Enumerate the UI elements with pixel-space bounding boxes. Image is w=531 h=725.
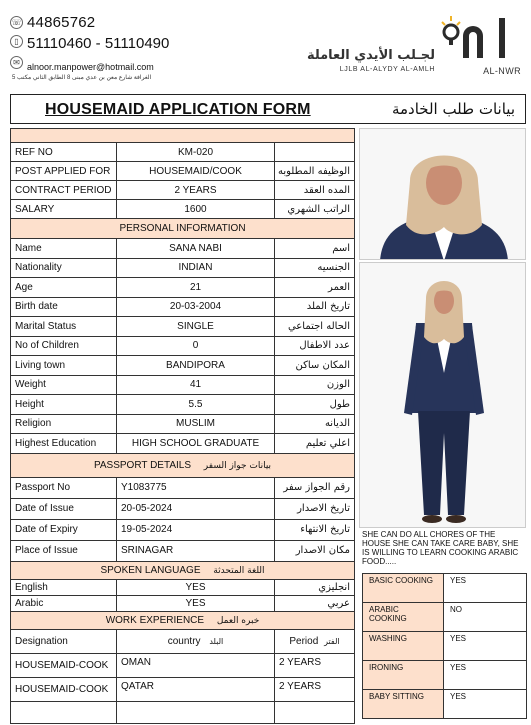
arabic-value: YES bbox=[117, 595, 275, 611]
section-header bbox=[11, 561, 355, 579]
personal-row bbox=[11, 414, 355, 434]
personal-info-heading: PERSONAL INFORMATION bbox=[11, 219, 355, 239]
field-label-arabic: الجنسيه bbox=[275, 258, 355, 278]
field-label-arabic: رقم الجواز سفر bbox=[275, 477, 355, 498]
height-value: 5.5 bbox=[117, 395, 275, 415]
designation-value: HOUSEMAID-COOK bbox=[11, 677, 117, 701]
language-row bbox=[11, 579, 355, 595]
table-cell bbox=[275, 701, 355, 723]
personal-row bbox=[11, 395, 355, 415]
field-label: Date of Issue bbox=[11, 498, 117, 519]
post-value: HOUSEMAID/COOK bbox=[117, 162, 275, 181]
field-label-arabic: اسم bbox=[275, 239, 355, 259]
skill-value: YES bbox=[444, 690, 527, 719]
logo-brand: AL-NWR bbox=[483, 66, 521, 76]
field-label: Marital Status bbox=[11, 317, 117, 337]
place-of-issue-value: SRINAGAR bbox=[117, 540, 275, 561]
ref-no-value: KM-020 bbox=[117, 143, 275, 162]
country-header-arabic: البلد bbox=[209, 636, 224, 646]
field-label: Highest Education bbox=[11, 434, 117, 454]
passport-no-value: Y1083775 bbox=[117, 477, 275, 498]
field-label: Place of Issue bbox=[11, 540, 117, 561]
application-table bbox=[10, 128, 355, 724]
summary-row bbox=[11, 181, 355, 200]
form-title: HOUSEMAID APPLICATION FORM bbox=[45, 101, 311, 118]
experience-header-row bbox=[11, 629, 355, 653]
form-title-bar bbox=[10, 94, 526, 124]
salary-value: 1600 bbox=[117, 200, 275, 219]
table-cell bbox=[117, 701, 275, 723]
language-heading bbox=[11, 561, 355, 579]
field-label-arabic: العمر bbox=[275, 278, 355, 298]
summary-row bbox=[11, 143, 355, 162]
weight-value: 41 bbox=[117, 375, 275, 395]
skills-table bbox=[362, 573, 527, 719]
experience-heading-arabic: خبره العمل bbox=[216, 615, 260, 626]
passport-row bbox=[11, 498, 355, 519]
passport-heading bbox=[11, 453, 355, 477]
skill-label: BABY SITTING bbox=[363, 690, 444, 719]
language-row bbox=[11, 595, 355, 611]
field-label-arabic: عربي bbox=[275, 595, 355, 611]
portrait-photo bbox=[359, 128, 526, 260]
table-cell bbox=[11, 701, 117, 723]
experience-row-empty bbox=[11, 701, 355, 723]
section-header bbox=[11, 219, 355, 239]
office-address: الغرافة شارع معن بن عدي مبنى 8 الطابق الثاني مكتب 5 bbox=[12, 75, 152, 81]
skill-value: NO bbox=[444, 603, 527, 632]
experience-heading bbox=[11, 611, 355, 629]
contact-block bbox=[10, 14, 169, 81]
field-label: SALARY bbox=[11, 200, 117, 219]
summary-row bbox=[11, 200, 355, 219]
experience-row bbox=[11, 653, 355, 677]
personal-row bbox=[11, 258, 355, 278]
age-value: 21 bbox=[117, 278, 275, 298]
passport-row bbox=[11, 540, 355, 561]
portrait-figure bbox=[360, 129, 526, 260]
field-label: Living town bbox=[11, 356, 117, 376]
candidate-note: SHE CAN DO ALL CHORES OF THE HOUSE SHE CAN TAKE CARE BABY, SHE IS WILLING TO LEARN COOKING ARABIC FOOD..... bbox=[362, 530, 519, 566]
country-header bbox=[117, 629, 275, 653]
skill-label: WASHING bbox=[363, 632, 444, 661]
field-label: Arabic bbox=[11, 595, 117, 611]
experience-row bbox=[11, 677, 355, 701]
phone-icon: ☏ bbox=[11, 18, 22, 27]
field-label-arabic: طول bbox=[275, 395, 355, 415]
nationality-value: INDIAN bbox=[117, 258, 275, 278]
field-label-arabic: مكان الاصدار bbox=[275, 540, 355, 561]
passport-row bbox=[11, 477, 355, 498]
field-label: Height bbox=[11, 395, 117, 415]
full-body-figure bbox=[360, 263, 526, 528]
field-label: Weight bbox=[11, 375, 117, 395]
language-heading-text: SPOKEN LANGUAGE bbox=[100, 564, 201, 576]
field-label-arabic: الوظيفه المطلوبه bbox=[275, 162, 355, 181]
religion-value: MUSLIM bbox=[117, 414, 275, 434]
personal-row bbox=[11, 336, 355, 356]
phone-primary: 44865762 bbox=[27, 14, 96, 31]
personal-row bbox=[11, 278, 355, 298]
skill-value: YES bbox=[444, 632, 527, 661]
field-label: POST APPLIED FOR bbox=[11, 162, 117, 181]
language-heading-arabic: اللغة المتحدثة bbox=[213, 565, 265, 576]
skill-label: BASIC COOKING bbox=[363, 574, 444, 603]
marital-status-value: SINGLE bbox=[117, 317, 275, 337]
skill-row bbox=[363, 574, 527, 603]
letterhead bbox=[0, 0, 531, 92]
personal-row bbox=[11, 356, 355, 376]
children-value: 0 bbox=[117, 336, 275, 356]
logo-mark-icon bbox=[441, 14, 521, 66]
field-label-arabic: المده العقد bbox=[275, 181, 355, 200]
period-value: 2 YEARS bbox=[275, 653, 355, 677]
living-town-value: BANDIPORA bbox=[117, 356, 275, 376]
field-label-arabic: تاريخ الاصدار bbox=[275, 498, 355, 519]
issue-date-value: 20-05-2024 bbox=[117, 498, 275, 519]
field-label: Religion bbox=[11, 414, 117, 434]
phone-secondary: 51110460 - 51110490 bbox=[27, 35, 170, 52]
skill-row bbox=[363, 661, 527, 690]
field-label-arabic: الراتب الشهري bbox=[275, 200, 355, 219]
passport-row bbox=[11, 519, 355, 540]
country-value: QATAR bbox=[117, 677, 275, 701]
field-label: English bbox=[11, 579, 117, 595]
education-value: HIGH SCHOOL GRADUATE bbox=[117, 434, 275, 454]
field-label: CONTRACT PERIOD bbox=[11, 181, 117, 200]
form-title-arabic: بيانات طلب الخادمة bbox=[391, 100, 515, 118]
skill-row bbox=[363, 690, 527, 719]
email-address: alnoor.manpower@hotmail.com bbox=[27, 62, 154, 72]
country-header-text: country bbox=[167, 635, 201, 647]
designation-value: HOUSEMAID-COOK bbox=[11, 653, 117, 677]
name-value: SANA NABI bbox=[117, 239, 275, 259]
skill-label: ARABIC COOKING bbox=[363, 603, 444, 632]
summary-row bbox=[11, 162, 355, 181]
designation-header: Designation bbox=[11, 629, 117, 653]
skill-value: YES bbox=[444, 661, 527, 690]
field-label-arabic: تاريخ الانتهاء bbox=[275, 519, 355, 540]
skill-label: IRONING bbox=[363, 661, 444, 690]
field-label-arabic: الديانه bbox=[275, 414, 355, 434]
field-label-arabic: الوزن bbox=[275, 375, 355, 395]
experience-heading-text: WORK EXPERIENCE bbox=[105, 614, 205, 626]
email-icon: ✉ bbox=[10, 56, 23, 69]
english-value: YES bbox=[117, 579, 275, 595]
field-label-arabic: عدد الاطفال bbox=[275, 336, 355, 356]
skill-value: YES bbox=[444, 574, 527, 603]
field-label: REF NO bbox=[11, 143, 117, 162]
field-label: Name bbox=[11, 239, 117, 259]
field-label: Passport No bbox=[11, 477, 117, 498]
field-label: Date of Expiry bbox=[11, 519, 117, 540]
personal-row bbox=[11, 317, 355, 337]
period-header-arabic: الفتر bbox=[324, 636, 340, 646]
field-label-arabic: الحاله اجتماعي bbox=[275, 317, 355, 337]
field-label: Nationality bbox=[11, 258, 117, 278]
field-label-arabic: المكان ساكن bbox=[275, 356, 355, 376]
expiry-date-value: 19-05-2024 bbox=[117, 519, 275, 540]
field-label-arabic bbox=[275, 143, 355, 162]
contract-period-value: 2 YEARS bbox=[117, 181, 275, 200]
period-header bbox=[275, 629, 355, 653]
birth-date-value: 20-03-2004 bbox=[117, 297, 275, 317]
period-header-text: Period bbox=[289, 635, 319, 647]
skill-row bbox=[363, 603, 527, 632]
field-label-arabic: تاريخ الملد bbox=[275, 297, 355, 317]
passport-heading-text: PASSPORT DETAILS bbox=[93, 459, 192, 471]
section-header bbox=[11, 453, 355, 477]
passport-heading-arabic: بيانات جواز السفر bbox=[203, 460, 272, 471]
logo-arabic-name: لجـلب الأيدي العاملة bbox=[306, 48, 435, 63]
personal-row bbox=[11, 297, 355, 317]
mobile-icon: ▯ bbox=[10, 35, 23, 48]
field-label-arabic: انجليزي bbox=[275, 579, 355, 595]
country-value: OMAN bbox=[117, 653, 275, 677]
personal-row bbox=[11, 239, 355, 259]
personal-row bbox=[11, 434, 355, 454]
table-cell bbox=[11, 129, 355, 143]
section-header bbox=[11, 611, 355, 629]
full-body-photo bbox=[359, 262, 526, 528]
period-value: 2 YEARS bbox=[275, 677, 355, 701]
field-label: Birth date bbox=[11, 297, 117, 317]
company-logo bbox=[306, 10, 525, 80]
field-label: No of Children bbox=[11, 336, 117, 356]
skill-row bbox=[363, 632, 527, 661]
logo-transliteration: LJLB AL-ALYDY AL-AMLH bbox=[339, 66, 435, 73]
personal-row bbox=[11, 375, 355, 395]
field-label-arabic: اعلي تعليم bbox=[275, 434, 355, 454]
top-spacer-row bbox=[11, 129, 355, 143]
field-label: Age bbox=[11, 278, 117, 298]
